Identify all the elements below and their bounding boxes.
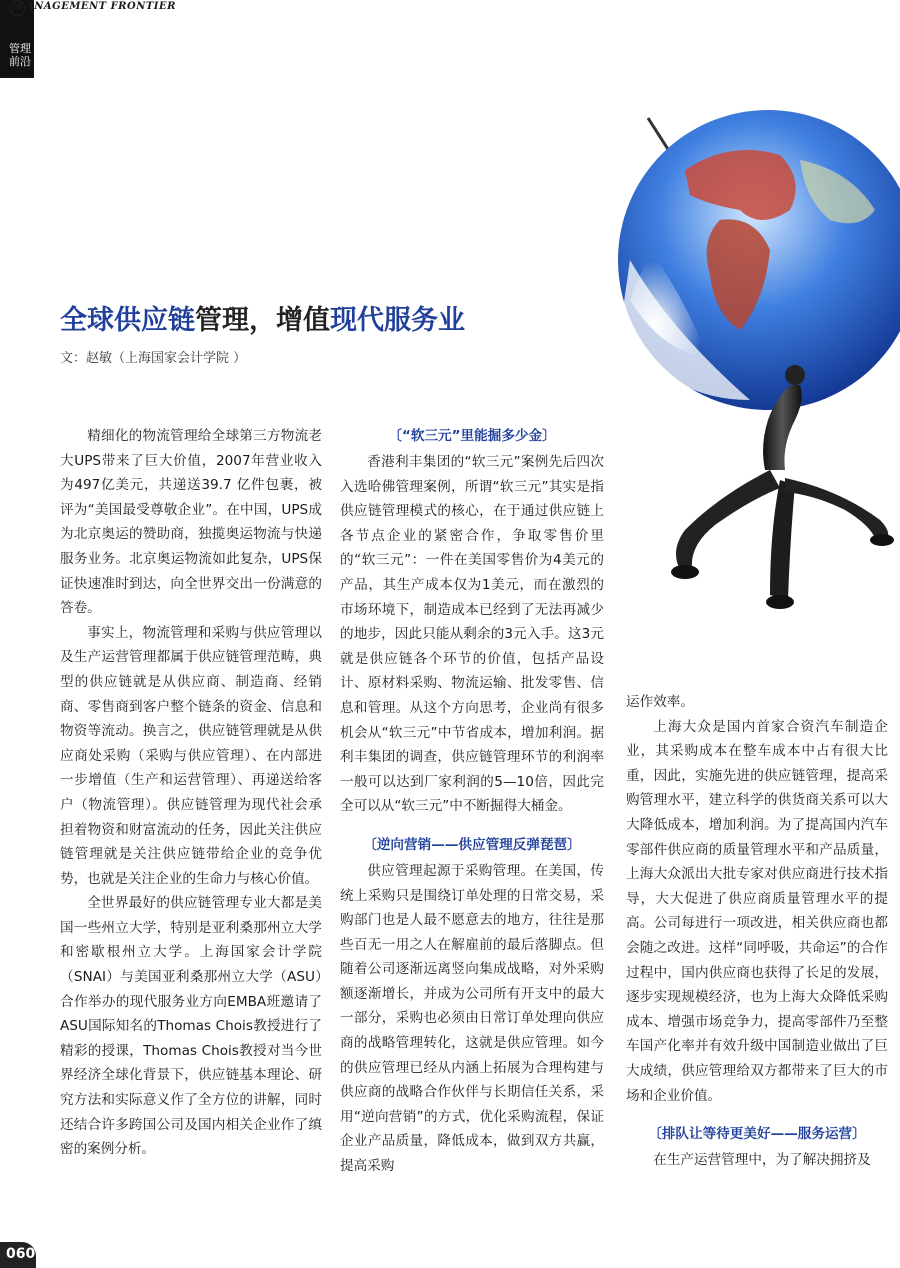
page-number-text: 060 [6, 1246, 36, 1262]
section-heading: 〔逆向营销——供应管理反弹琵琶〕 [363, 836, 581, 853]
column-1 [60, 424, 322, 1162]
title-part3: 现代服务业 [330, 305, 465, 336]
paragraph: 上海大众是国内首家合资汽车制造企业，其采购成本在整车成本中占有很大比重，因此，实施先进的供应链管理，提高采购管理水平，建立科学的供货商关系可以大大降低成本，增加利润。为了提高国内汽车零部件供应商的质量管理水平和产品质量，上海大众派出大批专家对供应商进行技术指导，大大促进了供应商质量管理水平的提高。公司每进行一项改进，相关供应商也都会随之改进。这样“同呼吸，共命运”的合作过程中，国内供应商也获得了长足的发展，逐步实现规模经济，也为上海大众降低采购成本、增强市场竞争力，提高零部件乃至整车国产化率并有效升级中国制造业做出了巨大成绩，供应管理给双方都带来了巨大的市场和企业价值。 [626, 718, 888, 1104]
globe-illustration [590, 100, 900, 620]
paragraph: 供应管理起源于采购管理。在美国，传统上采购只是围绕订单处理的日常交易，采购部门也是人最不愿意去的地方，往往是那些百无一用之人在解雇前的最后落脚点。但随着公司逐渐远离竖向集成战略，对外采购额逐渐增长，并成为公司所有开支中的最大一部分，采购也必须由日常订单处理向供应商的战略管理转化，这就是供应管理。如今的供应管理已经从内涵上拓展为合理构建与供应商的战略合作伙伴与长期信任关系，采用“逆向营销”的方式，优化采购流程，保证企业产品质量，降低成本，做到双方共赢，提高采购 [340, 862, 604, 1175]
logo-letter: M [9, 0, 25, 16]
section-heading: 〔排队让等待更美好——服务运营〕 [648, 1126, 866, 1143]
paragraph: 运作效率。 [626, 694, 694, 710]
article-title [60, 298, 465, 337]
page-number [0, 1242, 40, 1268]
magazine-name: ANAGEMENT FRONTIER [26, 1, 176, 12]
title-part2: 管理，增值 [195, 305, 330, 336]
paragraph: 精细化的物流管理给全球第三方物流老大UPS带来了巨大价值，2007年营业收入为497亿美元，共递送39.7 亿件包裹，被评为“美国最受尊敬企业”。在中国，UPS成为北京奥运的赞助商，独揽奥运物流与快递服务业务。北京奥运物流如此复杂，UPS保证快速准时到达，向全世界交出一份满意的答卷。 [60, 428, 322, 617]
paragraph: 在生产运营管理中，为了解决拥挤及 [653, 1152, 871, 1169]
paragraph: 香港利丰集团的“软三元”案例先后四次入选哈佛管理案例，所谓“软三元”其实是指供应链管理模式的核心，在于通过供应链上各节点企业的紧密合作，争取零售价里的“软三元”：一件在美国零售价为4美元的产品，其生产成本仅为1美元，而在激烈的市场环境下，制造成本已经到了无法再减少的地步，因此只能从剩余的3元入手。这3元就是供应链各个环节的价值，包括产品设计、原材料采购、物流运输、批发零售、信息和管理。从这个方向思考，企业尚有很多机会从“软三元”中节省成本，增加利润。据利丰集团的调查，供应链管理环节的利润率一般可以达到厂家利润的5—10倍，因此完全可以从“软三元”中不断掘得大桶金。 [340, 454, 604, 815]
title-part1: 全球供应链 [60, 305, 195, 336]
magazine-logo [0, 0, 230, 16]
section-heading: 〔“软三元”里能掘多少金〕 [388, 428, 556, 444]
column-3 [626, 690, 888, 1173]
section-tab-label: 管理前沿 [9, 42, 31, 68]
column-2 [340, 424, 604, 1179]
byline: 文：赵敏（上海国家会计学院 ） [60, 351, 247, 366]
paragraph: 全世界最好的供应链管理专业大都是美国一些州立大学，特别是亚利桑那州立大学和密歇根州立大学。上海国家会计学院（SNAI）与美国亚利桑那州立大学（ASU）合作举办的现代服务业方向EMBA班邀请了ASU国际知名的Thomas Chois教授进行了精彩的授课，Thomas Chois教授对当今世界经济全球化背景下，供应链基本理论、研究方法和实际意义作了全方位的讲解，同时还结合许多跨国公司及国内相关企业作了缜密的案例分析。 [60, 895, 322, 1158]
paragraph: 事实上，物流管理和采购与供应管理以及生产运营管理都属于供应链管理范畴，典型的供应链就是从供应商、制造商、经销商、零售商到客户整个链条的资金、信息和物资等流动。换言之，供应链管理就是从供应商处采购（采购与供应管理）、在内部进一步增值（生产和运营管理）、再递送给客户（物流管理）。供应链管理为现代社会承担着物资和财富流动的任务，因此关注供应链管理就是关注供应链带给企业的竞争优势，也就是关注企业的生命力与核心价值。 [60, 624, 322, 887]
